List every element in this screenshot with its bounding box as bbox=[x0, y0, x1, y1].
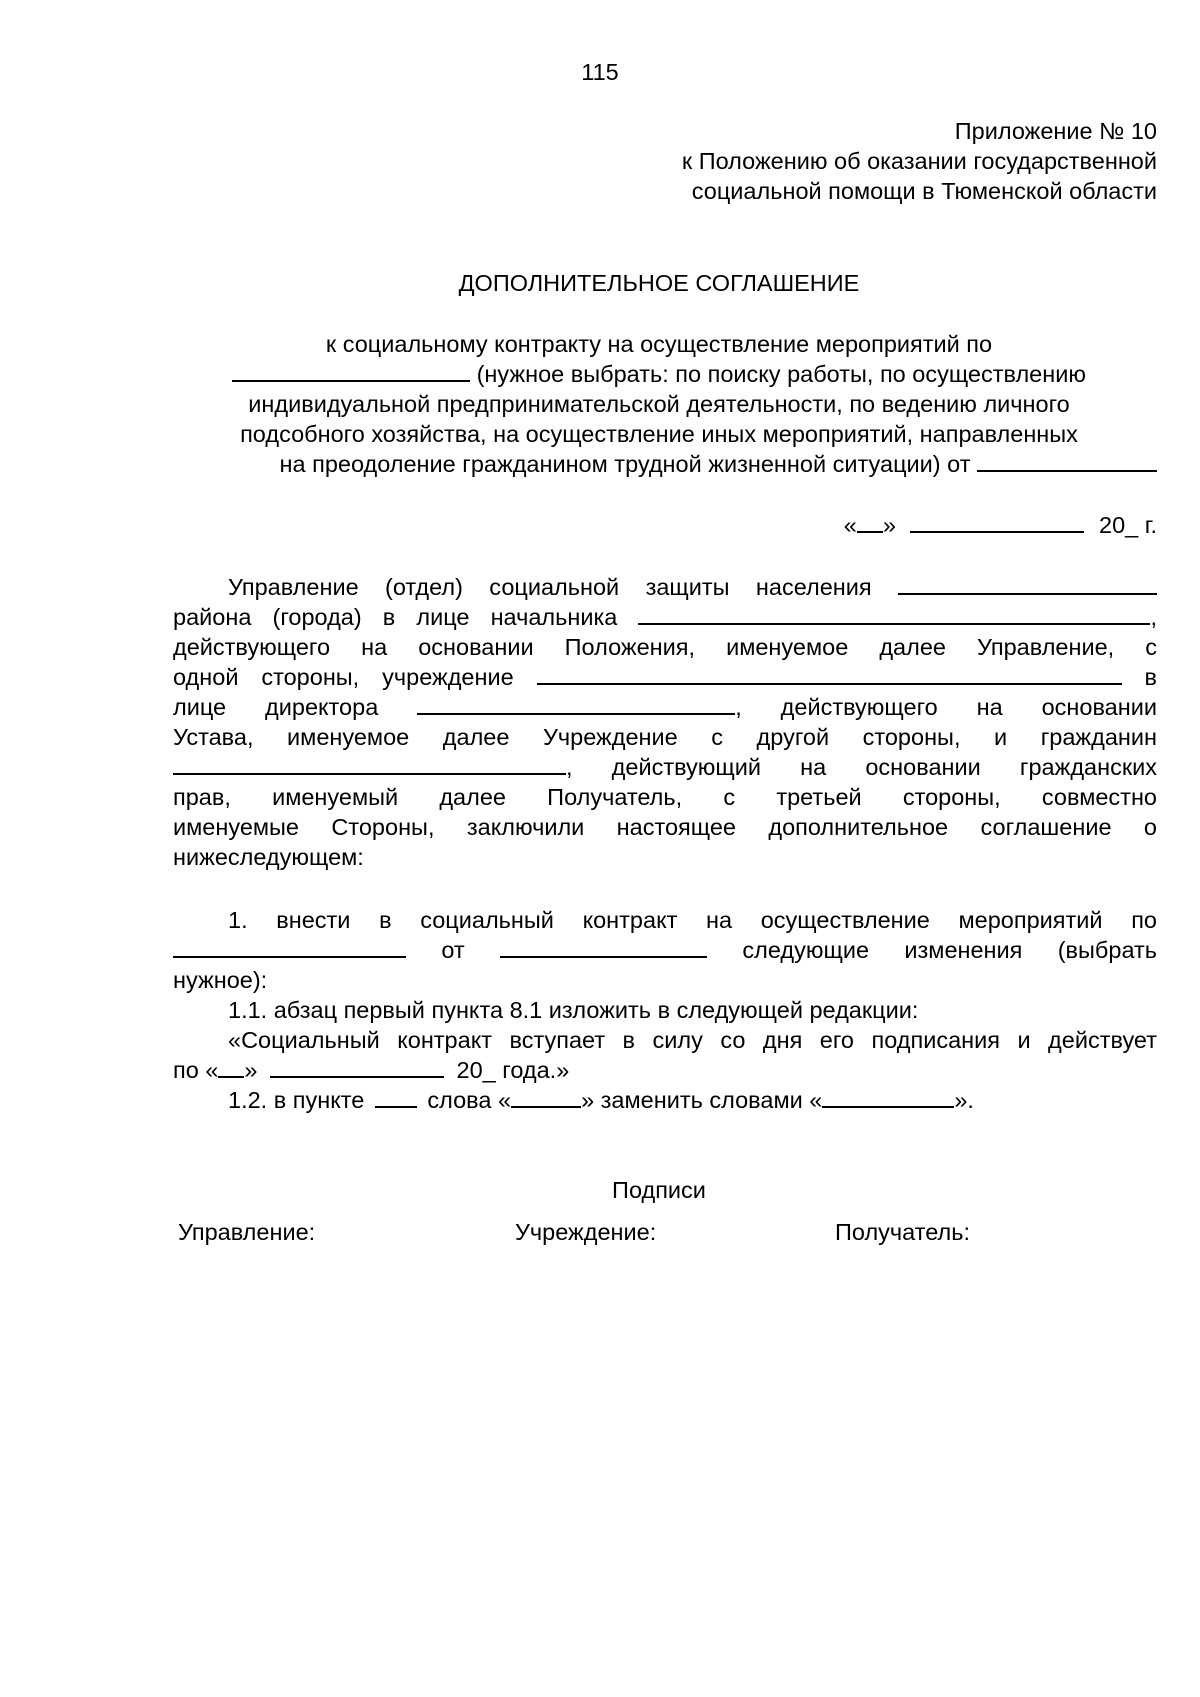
date-year: 20_ г. bbox=[1099, 512, 1157, 538]
preamble-line-3: действующего на основании Положения, именуемое далее Управление, с bbox=[173, 634, 1157, 660]
subtitle-line-2 bbox=[0, 359, 1200, 389]
signatures-heading: Подписи bbox=[612, 1177, 706, 1203]
preamble-text: Управление (отдел) социальной защиты населения bbox=[228, 574, 872, 600]
preamble-text: в bbox=[1144, 664, 1157, 690]
preamble-line-10: нижеследующем: bbox=[173, 844, 364, 870]
preamble-line-7 bbox=[173, 752, 1157, 782]
clause-1-line-2 bbox=[173, 935, 1157, 965]
subtitle-line-3: индивидуальной предпринимательской деятельности, по ведению личного bbox=[248, 391, 1070, 417]
blank-line bbox=[910, 511, 1084, 533]
clause-text: следующие изменения (выбрать bbox=[742, 937, 1158, 963]
preamble-line-4 bbox=[173, 662, 1157, 692]
signature-institution: Учреждение: bbox=[515, 1219, 657, 1245]
blank-line bbox=[232, 360, 470, 382]
subtitle-line-5-text: на преодоление гражданином трудной жизненной ситуации) от bbox=[279, 451, 971, 477]
blank-line bbox=[977, 450, 1157, 472]
appendix-line-2: к Положению об оказании государственной bbox=[681, 148, 1157, 174]
appendix-line-3: социальной помощи в Тюменской области bbox=[691, 178, 1157, 204]
preamble-text: , действующего на основании bbox=[735, 694, 1157, 720]
comma: , bbox=[1150, 604, 1157, 630]
blank-line bbox=[173, 936, 406, 958]
blank-line bbox=[270, 1056, 444, 1078]
preamble-line-9: именуемые Стороны, заключили настоящее дополнительное соглашение о bbox=[173, 814, 1157, 840]
preamble-text: , действующий на основании гражданских bbox=[566, 754, 1157, 780]
page-number: 115 bbox=[581, 59, 619, 85]
preamble-line-1 bbox=[173, 572, 1157, 602]
date-line bbox=[844, 510, 1157, 540]
clause-text: » bbox=[244, 1057, 258, 1083]
signature-recipient: Получатель: bbox=[835, 1219, 970, 1245]
clause-text: 1.2. в пункте bbox=[228, 1087, 365, 1113]
preamble-text: одной стороны, учреждение bbox=[173, 664, 514, 690]
signature-management: Управление: bbox=[178, 1219, 316, 1245]
blank-line bbox=[638, 603, 1150, 625]
subtitle-line-2-text: (нужное выбрать: по поиску работы, по осуществлению bbox=[476, 361, 1086, 387]
subtitle-line-5 bbox=[280, 449, 1157, 479]
blank-line bbox=[822, 1086, 954, 1108]
document-title: ДОПОЛНИТЕЛЬНОЕ СОГЛАШЕНИЕ bbox=[458, 270, 860, 296]
clause-text: слова « bbox=[427, 1087, 512, 1113]
clause-1-line-1: 1. внести в социальный контракт на осуществление мероприятий по bbox=[228, 907, 1157, 933]
blank-line bbox=[857, 511, 883, 533]
clause-text: ». bbox=[954, 1087, 974, 1113]
appendix-line-1: Приложение № 10 bbox=[954, 118, 1157, 144]
clause-text: » заменить словами « bbox=[581, 1087, 823, 1113]
clause-1-line-3: нужное): bbox=[173, 967, 268, 993]
preamble-line-6: Устава, именуемое далее Учреждение с другой стороны, и гражданин bbox=[173, 724, 1157, 750]
date-quote-open: « bbox=[843, 512, 857, 538]
preamble-line-5 bbox=[173, 692, 1157, 722]
blank-line bbox=[218, 1056, 244, 1078]
clause-text: по « bbox=[173, 1057, 219, 1083]
blank-line bbox=[511, 1086, 581, 1108]
preamble-line-2 bbox=[173, 602, 1157, 632]
clause-1-1-quote-line-2 bbox=[173, 1055, 569, 1085]
blank-line bbox=[537, 663, 1122, 685]
clause-text: от bbox=[441, 937, 465, 963]
subtitle-line-4: подсобного хозяйства, на осуществление иных мероприятий, направленных bbox=[240, 421, 1078, 447]
blank-line bbox=[417, 693, 735, 715]
clause-1-1: 1.1. абзац первый пункта 8.1 изложить в следующей редакции: bbox=[228, 997, 919, 1023]
blank-line bbox=[173, 753, 566, 775]
preamble-line-8: прав, именуемый далее Получатель, с третьей стороны, совместно bbox=[173, 784, 1157, 810]
clause-text: 20_ года.» bbox=[456, 1057, 570, 1083]
preamble-text: района (города) в лице начальника bbox=[173, 604, 618, 630]
blank-line bbox=[375, 1086, 417, 1108]
clause-1-2 bbox=[228, 1085, 974, 1115]
blank-line bbox=[500, 936, 707, 958]
preamble-text: лице директора bbox=[173, 694, 379, 720]
date-quote-close: » bbox=[882, 512, 896, 538]
blank-line bbox=[898, 573, 1157, 595]
clause-1-1-quote-line-1: «Социальный контракт вступает в силу со дня его подписания и действует bbox=[228, 1027, 1157, 1053]
subtitle-line-1: к социальному контракту на осуществление мероприятий по bbox=[325, 331, 993, 357]
